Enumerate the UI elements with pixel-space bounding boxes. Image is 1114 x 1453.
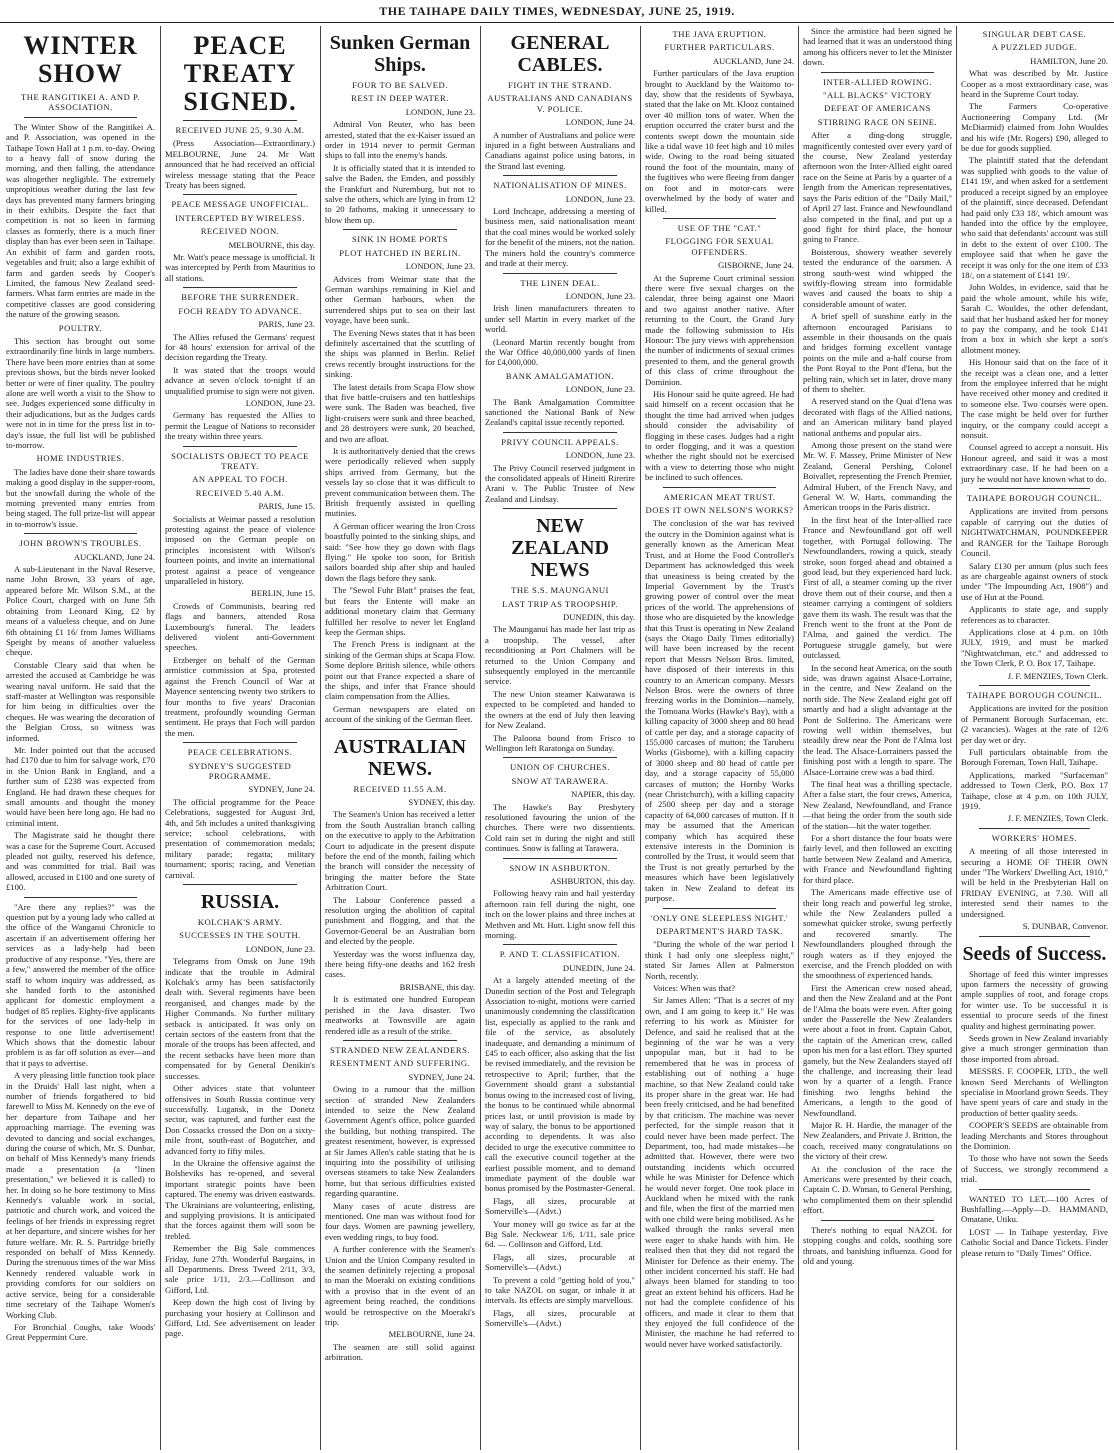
subheading: THE LINEN DEAL. bbox=[520, 277, 600, 288]
subheading: PEACE MESSAGE UNOFFICIAL. bbox=[171, 199, 309, 210]
dateline: S. DUNBAR, Convenor. bbox=[1022, 921, 1108, 932]
subheading: STRANDED NEW ZEALANDERS. bbox=[329, 1044, 471, 1055]
divider bbox=[663, 908, 776, 909]
subheading: THE RANGITIKEI A. AND P. ASSOCIATION. bbox=[21, 92, 140, 113]
paragraph: A number of Australians and police were injured in a fight between Australians and Canadians against police using batons, in the Strand last evening. bbox=[485, 129, 635, 171]
divider bbox=[503, 944, 617, 945]
dateline: PARIS, June 15. bbox=[258, 501, 315, 512]
paragraph: Advices from Weimar state that the German warships remaining in Kiel and other German harbours, when the surrendered ships put to sea on their last voyage, have been sunk. bbox=[325, 273, 475, 326]
divider bbox=[343, 1040, 457, 1041]
divider bbox=[24, 117, 137, 118]
divider bbox=[183, 287, 297, 288]
paragraph: The ladies have done their share towards making a good display in the supper-room, but the snowfall during the whole of the morning prevented many entries from being staged. The full prize-list will appear in to-morrow's issue. bbox=[6, 466, 155, 529]
paragraph: The final heat was a thrilling spectacle. After a false start, the four crews, America, New Zealand, Newfoundland, and France—that being the order from the south side of the station—hit the water together. bbox=[803, 779, 952, 831]
subheading: INTER-ALLIED ROWING. bbox=[823, 76, 932, 87]
paragraph: Crowds of Communists, bearing red flags and banners, attended Rosa Luxembourg's funeral. The leaders delivered violent anti-Government speeches. bbox=[165, 600, 315, 653]
column-3 bbox=[321, 26, 479, 1450]
paragraph: Applicants to state age, and supply references as to character. bbox=[961, 604, 1108, 625]
paragraph: A brief spell of sunshine early in the afternoon encouraged Parisians to assemble in their thousands on the quais and bridges forming excellent vantage points on the mile and a-half course from the Pont Royal to the Pont d'Iena, but the pelting rain, which set in later, drove many of them to shelter. bbox=[803, 311, 952, 394]
paragraph: Mr. Inder pointed out that the accused had £170 due to him for salvage work, £70 in the Union Bank in England, and a further sum of £238 was expected from England. He had drawn these cheques for small amounts and thought the money would have been here long ago. He had no criminal intent. bbox=[6, 744, 155, 828]
divider bbox=[979, 685, 1090, 686]
dateline: LONDON, June 23. bbox=[565, 384, 635, 395]
paragraph: Flags, all sizes, procurable at Somerville's—(Advt.) bbox=[485, 1195, 635, 1217]
subheading: THE JAVA ERUPTION. bbox=[672, 29, 767, 39]
paragraph: The Paloona bound from Frisco to Wellington left Raratonga on Sunday. bbox=[485, 732, 635, 753]
paragraph: After a ding-dong struggle, magnificently contested over every yard of the course, New Zealand yesterday afternoon won the Inter-Allied eight oared race on the Seine at Paris by a quarter of a length from the American representatives, says the Paris edition of the "Daily Mail," of April 27 last. France and Newfoundland also competed in the final, and put up a good fight for third place, the honour going to France. bbox=[803, 130, 952, 245]
subheading: FLOGGING FOR SEXUAL OFFENDERS. bbox=[665, 236, 774, 257]
paragraph: A sub-Lieutenant in the Naval Reserve, name John Brown, 33 years of age, appeared before Mr. Wilson S.M., at the Police Court, charged with on June 5th obtaining from Leonard King, £2 by means of a valueless cheque, and on June 6th obtaining £1 16/ from James Williams Speight by means of another valueless cheque. bbox=[6, 564, 155, 658]
paragraph: Constable Cleary said that when he arrested the accused at Cambridge he was wearing naval uniform. He said that the staff-master at Wellington was responsible for him being in difficulties over the cheques. He was wearing the decoration of the Belgian Cross, so witness was informed. bbox=[6, 659, 155, 743]
headline: NEW ZEALAND NEWS bbox=[511, 515, 609, 582]
column-2 bbox=[161, 26, 319, 1450]
subheading: AN APPEAL TO FOCH. bbox=[192, 474, 288, 485]
divider bbox=[979, 1189, 1090, 1190]
paragraph: Further particulars of the Java eruption brought to Auckland by the Waitomo to-day, show that the residents of Sywbaya, stated that the lake on Mt. Klooz contained over 40 million tons of water. When the eruption occurred the crater burst and the contents swept down the mountain side like a tidal wave 10 feet high and 10 miles wide. Owing to the road being situated round the foot of the mountain, many of the fugitives who were fleeing from danger on foot and in motor-cars were overwhelmed by the body of water and killed. bbox=[645, 68, 794, 214]
divider bbox=[503, 508, 617, 509]
subheading: LAST TRIP AS TROOPSHIP. bbox=[502, 598, 618, 609]
paragraph: (Press Association—Extraordinary.) MELBOURNE, June 24. Mr Watt announced that he had received an official wireless message stating that the Peace Treaty has been signed. bbox=[165, 138, 315, 191]
divider bbox=[24, 533, 137, 534]
paragraph: Yesterday was the worst influenza day, there being fifty-one deaths and 162 fresh cases. bbox=[325, 948, 475, 980]
paragraph: Flags, all sizes, procurable at Somerville's—(Advt.) bbox=[485, 1307, 635, 1329]
paragraph: It is authoritatively denied that the crews were periodically relieved when supply ships arrived from Germany, but the vessels lay so close that it was difficult to prevent communication between them. The British frequently assisted in quelling mutinies. bbox=[325, 446, 475, 519]
paragraph: To prevent a cold "getting hold of you," to take NAZOL on sugar, or inhale it at intervals. Its effects are simply marvellous. bbox=[485, 1274, 635, 1306]
headline: RUSSIA. bbox=[200, 891, 280, 913]
paragraph: The Labour Conference passed a resolution urging the abolition of capital punishment and flogging, and that the Governor-General be an Australian born and elected by the people. bbox=[325, 894, 475, 947]
subheading: RECEIVED 5.40 A.M. bbox=[195, 487, 285, 498]
paragraph: It is officially stated that it is intended to salve the Baden, the Emden, and possibly the Frankfurt and Nuremburg, but not to salve the others, which are lying in from 12 to 20 fathoms, making it unnecessary to blow them up. bbox=[325, 162, 475, 225]
paragraph: Remember the Big Sale commences Friday, June 27th. Wonderful Bargains, in all Departments. Dress Tweed 2/11, 3/3, sale price 1/11, 2/3.—Collinson and Gifford, Ltd. bbox=[165, 1243, 315, 1295]
column-7 bbox=[957, 26, 1112, 1450]
headline: GENERAL CABLES. bbox=[510, 32, 610, 76]
subheading: INTERCEPTED BY WIRELESS. bbox=[175, 212, 305, 223]
paragraph: COOPER'S SEEDS are obtainable from leading Merchants and Stores throughout the Dominion. bbox=[961, 1120, 1108, 1151]
dateline: LONDON, June 23. bbox=[245, 397, 315, 408]
divider bbox=[343, 229, 457, 230]
divider bbox=[979, 488, 1090, 489]
subheading: 'ONLY ONE SLEEPLESS NIGHT.' bbox=[651, 912, 788, 923]
paragraph: A reserved stand on the Quai d'Iena was decorated with flags of the Allied nations, and an American military band played national anthems and popular airs. bbox=[803, 396, 952, 438]
subheading: WORKERS' HOMES. bbox=[991, 832, 1078, 843]
dateline: MELBOURNE, this day. bbox=[228, 239, 315, 250]
paragraph: The Magistrate said he thought there was a case for the Supreme Court. Accused pleaded not guilty, reserved his defence, and was committed for trial. Bail was allowed, accused in £100 and one surety of £100. bbox=[6, 830, 155, 893]
paragraph: To those who have not sown the Seeds of Success, we strongly recommend a trial. bbox=[961, 1153, 1108, 1185]
dateline: SYDNEY, June 24. bbox=[248, 784, 315, 795]
subheading: BANK AMALGAMATION. bbox=[505, 370, 615, 381]
paragraph: For Bronchial Coughs, take Woods' Great Peppermint Cure. bbox=[6, 1321, 155, 1343]
dateline: AUCKLAND, June 24. bbox=[712, 55, 794, 66]
dateline: BRISBANE, this day. bbox=[399, 981, 475, 992]
paragraph: Mr. Watt's peace message is unofficial. It was intercepted by Perth from Mauritius to all stations. bbox=[165, 252, 315, 283]
paragraph: The Privy Council reserved judgment in the consolidated appeals of Hineiti Rirerire Arani v. The Public Trustee of New Zealand and Lindsay. bbox=[485, 462, 635, 504]
paragraph: Keep down the high cost of living by purchasing your hosiery at Collinson and Gifford, Ltd. See advertisement on leader page. bbox=[165, 1297, 315, 1339]
subheading: SUCCESSES IN THE SOUTH. bbox=[179, 930, 301, 941]
paragraph: First the American crew nosed ahead, and then the New Zealand and at the Pont de l'Alma the boats were even. After going under the Passerelle the New Zealanders were about a foot in front. Captain Cabot, the captain of the American crew, called upon his men for a last effort. They spurted gamely, but the New Zealanders stayed off the challenge, and increasing their lead won by a quarter of a length. France finishing two lengths behind the Americans, a length to the good of Newfoundland. bbox=[803, 982, 952, 1118]
subheading: A PUZZLED JUDGE. bbox=[991, 42, 1078, 53]
subheading: DEPARTMENT'S HARD TASK. bbox=[656, 925, 783, 936]
paragraph: Following heavy rain and hail yesterday afternoon rain fell during the night, one inch on the lower plains and three inches at Methven and Mt. Hutt. Light snow fell this morning. bbox=[485, 888, 635, 940]
subheading: NATIONALISATION OF MINES. bbox=[493, 180, 627, 191]
subheading: UNION OF CHURCHES. bbox=[510, 762, 610, 773]
dateline: LONDON, June 23. bbox=[405, 106, 475, 117]
paragraph: Full particulars obtainable from the Borough Foreman, Town Hall, Taihape. bbox=[961, 747, 1108, 768]
divider bbox=[503, 432, 617, 433]
divider bbox=[663, 218, 776, 219]
divider bbox=[183, 194, 297, 195]
paragraph: Among those present on the stand were Mr. W. F. Massey, Prime Minister of New Zealand, General Pershing, Colonel Boivallet, representing the French Premier, Admiral Hubert, of the French Navy, and General W. W. Harts, commanding the American troops in the Paris district. bbox=[803, 440, 952, 513]
subheading: SNOW AT TARAWERA. bbox=[511, 775, 609, 786]
divider bbox=[503, 858, 617, 859]
subheading: SOCIALISTS OBJECT TO PEACE TREATY. bbox=[171, 450, 309, 471]
divider bbox=[821, 72, 934, 73]
subheading: PRIVY COUNCIL APPEALS. bbox=[501, 436, 619, 447]
paragraph: In the second heat America, on the south side, was drawn against Alsace-Lorraine, in the centre, and New Zealand on the north side. The New Zealand eight got off smartly and had a slight advantage at the Pont de Solferino. The Americans were rowing well within themselves, but steadily drew near the Pont de l'Alma lost the lead. The Alsace-Lorrainers passed the finishing post with a length to spare. The Alsace-Lorraine crew was a bad third. bbox=[803, 662, 952, 777]
dateline: PARIS, June 23. bbox=[258, 319, 315, 330]
paragraph: This section has brought out some extraordinarily fine birds in large numbers. There have been more entries than at some previous shows, but the birds never looked better or were of finer quality. The poultry alone are well worth a visit to the Show to see. Judges experienced some difficulty in their adjudications, but as the Judges cards were not in in time for the press list in to-day's issue, the full list will be published to-morrow. bbox=[6, 335, 155, 450]
paragraph: "Are there any replies?" was the question put by a young lady who called at the office of the Wanganui Chronicle to ascertain if an advertisement offering her services as a lady-help had been productive of any response. "Yes, there are a few," answered the member of the office staff to whom inquiry was addressed, as she handed forth to the astonished applicant for domestic employment a budget of 85 replies. Eighty-five applicants for the services of one lady-help in response to one little advertisement! Which shows that the domestic labour problem is as far off solution as ever—and that it pays to advertise. bbox=[6, 901, 155, 1068]
dateline: NAPIER, this day. bbox=[571, 789, 635, 800]
paragraph: There's nothing to equal NAZOL for stopping coughs and colds, soothing sore throats, and banishing influenza. Good for old and young. bbox=[803, 1224, 952, 1266]
subheading: USE OF THE "CAT." bbox=[677, 222, 762, 233]
paragraph: Admiral Von Reuter, who has been arrested, stated that the ex-Kaiser issued an order in 1914 never to permit German ships to fall into the enemy's hands. bbox=[325, 119, 475, 161]
paragraph: Socialists at Weimar passed a resolution protesting against the peace of violence imposed on the German people on principles inconsistent with Wilson's fourteen points, and invite an international protest against a peace of vengeance unparalleled in history. bbox=[165, 513, 315, 587]
subheading: SINK IN HOME PORTS bbox=[351, 234, 449, 245]
subheading: DEFEAT OF AMERICANS bbox=[824, 103, 931, 114]
dateline: HAMILTON, June 20. bbox=[1030, 55, 1108, 66]
paragraph: For a short distance the four boats were fairly level, and then followed an exciting battle between New Zealand and America, with France and Newfoundland fighting for third place. bbox=[803, 833, 952, 885]
subheading: RESENTMENT AND SUFFERING. bbox=[329, 1058, 471, 1069]
paragraph: At a largely attended meeting of the Dunedin section of the Post and Telegraph Association to-night, motions were carried unanimously condemning the classification list, especially as applied to the rank and file of the service, as absolutely inadequate, and demanding a minimum of £45 to each officer, also asking that the list be revised immediately, and the revision be retrospective to April; further, that the Government should grant a substantial bonus owing to the increased cost of living, the bonus to be continued while abnormal prices last, or until provision is made by way of salary, the bonus to be apportioned according to dependents. It was also decided to urge the executive committee to call the executive council together at the earliest possible moment, and to demand immediate payment of the double war bonus promised by the Postmaster-General. bbox=[485, 975, 635, 1194]
dateline: J. F. MENZIES, Town Clerk. bbox=[1007, 670, 1108, 681]
paragraph: Flags, all sizes, procurable at Somerville's—(Advt.) bbox=[485, 1251, 635, 1273]
subheading: BEFORE THE SURRENDER. bbox=[181, 292, 299, 303]
paragraph: His Honour said he quite agreed. He had said himself on a recent occasion that he thought the time had arrived when judges should consider the advisability of flogging in these cases. Judges had a right to order flogging, and it was a question whether the right should not be exercised with a view to deterring those who might be inclined to such offences. bbox=[645, 389, 794, 483]
paragraph: At the conclusion of the race the Americans were presented by their coach, Captain C. D. Wiman, to General Pershing, who complimented them on their splendid effort. bbox=[803, 1163, 952, 1216]
paragraph: A further conference with the Seamen's Union and the Union Company resulted in the seamen definitely rejecting a proposal to man the Moeraki on existing conditions with a proviso that in the event of an agreement being reached, the conditions would be retrospective on the Moeraki's trip. bbox=[325, 1244, 475, 1328]
divider bbox=[183, 446, 297, 447]
divider bbox=[979, 936, 1090, 937]
paragraph: The latest details from Scapa Flow show that five battle-cruisers and ten battleships were sunk. The Baden was beached, five light-cruisers were sunk and three beached, and 28 destroyers were sunk, 20 beached, and two are afloat. bbox=[325, 381, 475, 444]
paragraph: Many cases of acute distress are mentioned. One man was without food for four days. Women are pawning jewellery, even wedding rings, to buy food. bbox=[325, 1200, 475, 1242]
dateline: LONDON, June 23. bbox=[405, 261, 475, 272]
paragraph: A meeting of all those interested in securing a HOME OF THEIR OWN under "The Workers' Dwelling Act, 1910," will be held in the Presbyterian Hall on FRIDAY EVENING, at 7.30. Will all interested send their names to the undersigned. bbox=[961, 846, 1108, 919]
divider bbox=[663, 487, 776, 488]
subheading: SNOW IN ASHBURTON. bbox=[509, 862, 611, 873]
paragraph: MESSRS. F. COOPER, LTD., the well known Seed Merchants of Wellington specialise in Moorland grown Seeds. They have spent years of care and study in the production of better quality seeds. bbox=[961, 1066, 1108, 1118]
dateline: ASHBURTON, this day. bbox=[550, 875, 635, 886]
subheading: FURTHER PARTICULARS. bbox=[664, 42, 775, 53]
paragraph: At the Supreme Court criminal session there were five sexual charges on the calendar, three being against one Maori and two against another native. After returning to the Court, the Grand Jury made the following submission to His Honour: The jury views with apprehension the number of indictments of sexual crimes presented to them, and the general growth of this class of crime throughout the Dominion. bbox=[645, 272, 794, 387]
subheading: HOME INDUSTRIES. bbox=[36, 453, 125, 464]
divider bbox=[503, 273, 617, 274]
paragraph: Lord Inchcape, addressing a meeting of business men, said nationalisation meant that the coal mines would be worked solely for the benefit of the miners, not the nation. The miners hold the country's commerce and trade at their mercy. bbox=[485, 206, 635, 269]
paragraph: Germany has requested the Allies to permit the League of Nations to reconsider the treaty within three years. bbox=[165, 410, 315, 442]
dateline: LONDON, June 24. bbox=[565, 117, 635, 128]
paragraph: The French Press is indignant at the sinking of the German ships at Scapa Flow. Some deplore British silence, while others point out that France expected a share of the ships, and infer that France should claim compensation from the Allies. bbox=[325, 639, 475, 702]
divider bbox=[979, 828, 1090, 829]
column-5 bbox=[641, 26, 798, 1450]
paragraph: Erzberger on behalf of the German armistice commission at Spa, protested against the French Council of War at Mayence sentencing twenty two strikers to four months to five years' Draconian treatment, profoundly wounding German sentiment. He prays that Foch will pardon the men. bbox=[165, 654, 315, 738]
paragraph: The Evening News states that it has been definitely ascertained that the scuttling of the ships was planned in Berlin. Relief crews recently brought instructions for the sinking. bbox=[325, 327, 475, 380]
paragraph: Major R. H. Hardie, the manager of the New Zealanders, and Private J. Britton, the coach, received many congratulations on the victory of their crew. bbox=[803, 1120, 952, 1162]
paragraph: "During the whole of the war period I think I had only one sleepless night," stated Sir James Allen at Palmerston North, recently. bbox=[645, 939, 794, 981]
subheading: POULTRY. bbox=[58, 322, 103, 333]
subheading: "ALL BLACKS" VICTORY bbox=[822, 90, 932, 101]
subheading: FIGHT IN THE STRAND. bbox=[508, 80, 612, 90]
dateline: BERLIN, June 15. bbox=[251, 588, 315, 599]
dateline: GISBORNE, June 24. bbox=[718, 260, 794, 271]
column-1 bbox=[2, 26, 159, 1450]
paragraph: The Maunganui has made her last trip as a troopship. The vessel, after reconditioning at Port Chalmers will be returned to the Union Company and subsequently employed in the mercantile service. bbox=[485, 624, 635, 687]
paragraph: The plaintiff stated that the defendant was supplied with goods to the value of £141 19/, and when asked for a settlement produced a receipt signed by an employee of the plaintiff, since deceased. Defendant had paid only £33 18/, which amount was handed into the office by the employee, who said that defendants' account was still in debt to the extent of over £100. The employee said that when he gave the receipt it was only for the one item of £33 18/, on a statement of £141 19/. bbox=[961, 155, 1108, 280]
paragraph: The Allies refused the Germans' request for 48 hours' extension for arrival of the decision regarding the Treaty. bbox=[165, 331, 315, 363]
subheading: SINGULAR DEBT CASE. bbox=[982, 29, 1087, 39]
subheading: FOCH READY TO ADVANCE. bbox=[178, 305, 302, 316]
dateline: LONDON, June 23. bbox=[565, 290, 635, 301]
paragraph: Irish linen manufacturers threaten to under sell Martin in every market of the world. bbox=[485, 303, 635, 335]
paragraph: In the first heat of the Inter-allied race France and Newfoundland got off well together, with Portugal following. The Newfoundlanders, rowing a quick, steady stroke, soon forged ahead and obtained a good lead, but they experienced hard luck. First of all, a steamer coming up the river drove them out of their course, and then a steamer carrying a contingent of soldiers gave them its wash. The result was that the French went to the front at the Pont de l'Alma, and gained the verdict. The Portuguese struggle gamely, but were outclassed. bbox=[803, 514, 952, 661]
subheading: THE S.S. MAUNGANUI bbox=[511, 585, 609, 596]
subheading: RECEIVED NOON. bbox=[200, 226, 280, 237]
divider bbox=[503, 175, 617, 176]
paragraph: The new Union steamer Kaiwarawa is expected to be completed and handed to the owners at the end of July then leaving for New Zealand. bbox=[485, 688, 635, 731]
divider bbox=[24, 897, 137, 898]
paragraph: His Honour said that on the face of it the receipt was a clean one, and a letter from the employee inferred that he might have received other money and credited it to someone else. Two courses were open. The case might be held over for further inquiry, or the company could accept a nonsuit. bbox=[961, 357, 1108, 441]
divider bbox=[343, 729, 457, 730]
paragraph: Sir James Allen: "That is a secret of my own, and I am going to keep it." He was referring to his work as Minister for Defence, and said he realised that at the beginning of the war he was a very unpopular man, but it had to be remembered that he was in process of establishing out of nothing a huge machine, so that New Zealand could take its proper share in the great war. He had been freely criticised, and he had benefited by that criticism. The machine was never perfected, for the simple reason that it could never have been made perfect. The Department, too, had made mistakes—he admitted that. However, there were two outstanding incidents which occurred while he was Minister for Defence which he would never forget. One took place in Auckland when he mixed with the rank and file, when the first of the married men with one child were being mobilised. As he walked through the ranks several men were eager to shake hands with him. He realised then that they did not regard the Minister for Defence as their enemy. The other incident concerned his staff. He had always been blamed for standing to too great an extent behind his officers. Had he not had the complete confidence of his officers, and made it clear to them that they enjoyed the full confidence of the Minister, the machine he had referred to would never have worked satisfactorily. bbox=[645, 995, 794, 1349]
paragraph: In the Ukraine the offensive against the Bolsheviks has re-opened, and several important strategic points have been captured. The enemy was driven eastwards. The Ukrainians are volunteering, enlisting, and supplying provisions. It is anticipated that the forces against them will soon be trebled. bbox=[165, 1157, 315, 1241]
subheading: PLOT HATCHED IN BERLIN. bbox=[339, 247, 461, 258]
dateline: DUNEDIN, June 24. bbox=[562, 962, 635, 973]
divider bbox=[183, 120, 297, 121]
paragraph: Since the armistice had been signed he had learned that it was an understood thing among his officers never to let the Minister down. bbox=[803, 26, 952, 68]
headline: WINTER SHOW bbox=[23, 31, 138, 88]
paragraph: Other advices state that volunteer offensives in South Russia continue very successfully. Lugansk, in the Donetz sector, was captured, and further east the Don Cossacks crossed the Don on a sixty-mile front, south-east of Bogutcher, and advanced forty to fifty miles. bbox=[165, 1083, 315, 1156]
masthead: THE TAIHAPE DAILY TIMES, WEDNESDAY, JUNE 25, 1919. bbox=[0, 0, 1114, 23]
paragraph: Voices: When was that? bbox=[653, 982, 736, 993]
column-6 bbox=[799, 26, 956, 1450]
subheading: AUSTRALIANS AND CANADIANS V. POLICE. bbox=[487, 93, 633, 114]
paragraph: Shortage of feed this winter impresses upon farmers the necessity of growing ample supplies of root, and forage crops for winter use. To be successful it is essential to procure seeds of the finest quality and highest germinating power. bbox=[961, 968, 1108, 1031]
dateline: J. F. MENZIES, Town Clerk. bbox=[1007, 813, 1108, 824]
paragraph: Boisterous, showery weather severely tested the endurance of the oarsmen. A strong south-west wind whipped the swiftly-flowing stream into formidable waves and caused the boats to ship a considerable amount of water. bbox=[803, 246, 952, 309]
dateline: MELBOURNE, June 24. bbox=[388, 1329, 475, 1340]
paragraph: What was described by Mr. Justice Cooper as a most extraordinary case, was heard in the Supreme Court today. bbox=[961, 68, 1108, 100]
headline: PEACE TREATY SIGNED. bbox=[183, 31, 297, 116]
paragraph: Your money will go twice as far at the Big Sale. Neckwear 1/6, 1/11, sale price 6d. — Collinson and Gifford, Ltd. bbox=[485, 1218, 635, 1250]
paragraph: Counsel agreed to accept a nonsuit. His Honour agreed, and said it was a most extraordinary case. If he had been on a jury he would not have known what to do. bbox=[961, 442, 1108, 484]
subheading: SYDNEY'S SUGGESTED PROGRAMME. bbox=[188, 760, 292, 781]
paragraph: (Leonard Martin recently bought from the War Office 40,000,000 yards of linen for £4,000,000. bbox=[485, 336, 635, 368]
headline: Seeds of Success. bbox=[962, 942, 1107, 965]
paragraph: The conclusion of the war has revived the outcry in the Dominion against what is generally known as the American Meat Trust, and at Home the Food Controller's Department has acknowledged this week that uneasiness is being created by the Imperial Government by the Trust's growing power of control over the meat prices of the world. The apprehensions of those who are disquieted by the knowledge that this Trust is operating in New Zealand (says the Otago Daily Times editorially) will have been increased by the recent report that Messrs Nelson Bros. limited, have disposed of their interests in this country to an American company. Messrs Nelson Bros. were the owners of three freezing works in the Dominion—namely, the Tomoana Works (Hawke's Bay), with a killing capacity of 3000 sheep and 80 head of cattle per day, and a storage capacity of 155,000 carcases of mutton; the Taruheru Works (Gisborne), with a killing capacity of 3000 sheep and 80 head of cattle per day, and a storage capacity of 55,000 carcases of mutton; the Hornby Works (near Christchurch), with a killing capacity of 2500 sheep per day and a storage capacity of 64,000 carcases of mutton. If it may be assumed that the American company which has acquired these extensive interests in the Dominion is controlled by the Trust, it would seem that the Trust is not greatly perturbed by the measures which have been legislatively taken in New Zealand to defeat its purpose. bbox=[645, 518, 794, 904]
subheading: JOHN BROWN'S TROUBLES. bbox=[19, 538, 142, 549]
subheading: PEACE CELEBRATIONS. bbox=[187, 747, 293, 758]
paragraph: WANTED TO LET.—100 Acres of Bushfalling.—Apply—D. HAMMAND, Omatane, Utiku. bbox=[961, 1193, 1108, 1225]
subheading: TAIHAPE BOROUGH COUNCIL. bbox=[966, 689, 1103, 700]
dateline: SYDNEY, June 24. bbox=[408, 1071, 475, 1082]
paragraph: It is estimated one hundred European perished in the Java disaster. Two meatworks at Townsville are again rendered idle as a result of the strike. bbox=[325, 994, 475, 1036]
subheading: AMERICAN MEAT TRUST. bbox=[663, 491, 776, 502]
paragraph: The Hawke's Bay Presbytery resolutioned favouring the union of the churches. There were two dissentients. Cold rain set in during the night and still continues. Snow is falling at Tarawera. bbox=[485, 801, 635, 854]
paragraph: It was stated that the troops would advance at seven o'clock to-night if an unqualified promise to sign were not given. bbox=[165, 364, 315, 396]
paragraph: John Woldes, in evidence, said that he paid the whole amount, while his wife, Sarah C. Wouldes, the other defendant, said that her husband asked her for money to pay the company, and he took £141 from a box in which she kept a son's allotment money. bbox=[961, 282, 1108, 355]
subheading: STIRRING RACE ON SEINE. bbox=[817, 116, 938, 127]
paragraph: Salary £130 per annum (plus such fees as are chargeable against owners of stock under "The Impounding Act, 1908") and use of Hut at the Pound. bbox=[961, 560, 1108, 602]
dateline: LONDON, June 23. bbox=[565, 193, 635, 204]
paragraph: Seeds grown in New Zealand invariably give a much stronger germination than those imported from abroad. bbox=[961, 1032, 1108, 1064]
subheading: FOUR TO BE SALVED. bbox=[352, 80, 448, 90]
dateline: SYDNEY, this day. bbox=[408, 796, 475, 807]
divider bbox=[183, 742, 297, 743]
paragraph: Owing to a rumour that the million section of stranded New Zealanders intended to seize the New Zealand Government Agent's office, police guarded the building, but nothing transpired. The greatest resentment, however, is expressed at Sir James Allen's cable stating that he is inquiring into the possibility of utilising overseas steamers to take New Zealanders home, but that serious difficulties existed regarding quarantine. bbox=[325, 1084, 475, 1199]
paragraph: The Winter Show of the Rangitikei A. and P. Association, was opened in the Taihape Town Hall at 1 p.m. to-day. Owing to a heavy fall of snow during the morning, and then falling, the attendance was altogether negligible. The extremely unpropitious weather during the last few days has prevented many farmers bringing in their exhibits. Despite the fact that competition is not so keen in farming classes as formerly, there is a much finer display than has ever been seen in Taihape. An exhibit of farm and garden roots, vegetables and fruit; also a large exhibit of farm and garden seeds by Cooper's Limited, the famous New Zealand seed-farmers. What farm entries are made in the competitive classes are good considering the nature of the growing season. bbox=[6, 121, 155, 320]
dateline: DUNEDIN, this day. bbox=[562, 612, 635, 623]
subheading: DOES IT OWN NELSON'S WORKS? bbox=[645, 505, 794, 516]
paragraph: A German officer wearing the Iron Cross boastfully pointed to the sinking ships, and said: "See how they go down with flags flying." He spoke too soon, for British sailors boarded ship after ship and hauled down the flags before they sank. bbox=[325, 520, 475, 583]
subheading: TAIHAPE BOROUGH COUNCIL. bbox=[966, 493, 1103, 504]
subheading: KOLCHAK'S ARMY. bbox=[197, 917, 283, 927]
paragraph: German newspapers are elated on account of the sinking of the German fleet. bbox=[325, 703, 475, 725]
subheading: P. AND T. CLASSIFICATION. bbox=[499, 949, 621, 960]
subheading: RECEIVED 11.55 A.M. bbox=[353, 783, 447, 794]
paragraph: Applications, marked "Surfaceman" addressed to Town Clerk, P.O. Box 17 Taihape, close at 4 p.m. on 10th JULY, 1919. bbox=[961, 769, 1108, 812]
headline: AUSTRALIAN NEWS. bbox=[333, 735, 467, 780]
paragraph: The Seamen's Union has received a letter from the South Australian branch calling on the executive to apply to the Arbitration Court to adjudicate in the present dispute before the end of the month, failing which the branch will consider the necessity of bringing the matter before the State Arbitration Court. bbox=[325, 809, 475, 893]
dateline: AUCKLAND, June 24. bbox=[73, 551, 155, 562]
paragraph: Applications are invited from persons capable of carrying out the duties of NIGHTWATCHMAN, POUNDKEEPER and RANGER for the Taihape Borough Council. bbox=[961, 506, 1108, 559]
dateline: LONDON, June 23. bbox=[565, 450, 635, 461]
paragraph: Applications close at 4 p.m. on 10th JULY, 1919, and must be marked "Nightwatchman, etc." and addressed to the Town Clerk, P. O. Box 17, Taihape. bbox=[961, 626, 1108, 669]
paragraph: LOST — In Taihape yesterday, Five Catholic Social and Dance Tickets. Finder please return to "Daily Times" Office. bbox=[961, 1226, 1108, 1258]
paragraph: A very pleasing little function took place in the Druids' Hall last night, when a number of friends forgathered to bid farewell to Miss M. Kennedy on the eve of her departure from Taihape and her approaching marriage. The evening was devoted to dancing and social exchanges, during the course of which, Mr. S. Dunbar, on behalf of Miss Kennedy's many friends made a presentation (a "linen presentation," we believed it is called) to her. In doing so he bore testimony to Miss Kennedy's valuable work in social, patriotic and church work, and voiced the feelings of her friends in expressing regret at her departure, and sincere wishes for her future welfare. Mr. R. S. Partridge briefly responded on behalf of Miss Kennedy. During the strenuous times of the war Miss Kennedy rendered valuable work in providing comforts for our soldiers on active service, being for a considerable time secretary of the Taihape Women's Working Club. bbox=[6, 1070, 155, 1320]
column-4 bbox=[481, 26, 639, 1450]
paragraph: The "Sewol Fuhr Blatt" praises the feat, but fears the Entente will make an additional monetary claim that Germany fulfilled her resolve to never let England keep the German ships. bbox=[325, 585, 475, 637]
subheading: REST IN DEEP WATER. bbox=[351, 93, 449, 104]
paragraph: Telegrams from Omsk on June 19th indicate that the trouble in Admiral Kolchak's army has been satisfactorily dealt with. Several regiments have been reorganised, and changes made by the Higher Commands. No further military setback is anticipated. It was only on certain sectors of the eastern front that the morale of the troops has been affected, and the recent setbacks have been more than compensated for by General Denikin's successes. bbox=[165, 956, 315, 1081]
dateline: LONDON, June 23. bbox=[245, 943, 315, 954]
headline: Sunken German Ships. bbox=[329, 32, 471, 76]
divider bbox=[503, 757, 617, 758]
paragraph: The Bank Amalgamation Committee sanctioned the National Bank of New Zealand's capital issue recently reported. bbox=[485, 396, 635, 428]
subheading: RECEIVED JUNE 25, 9.30 A.M. bbox=[175, 125, 305, 135]
divider bbox=[821, 1220, 934, 1221]
paragraph: The official programme for the Peace Celebrations, suggested for August 3rd, 4th, and 5th includes a united thanksgiving service; school celebrations, with presentation of commemoration medals; military parade; regatta; military tournament; sports; racing, and Venetian carnival. bbox=[165, 796, 315, 880]
paragraph: The Americans made effective use of their long reach and powerful leg stroke, while the New Zealanders pulled a somewhat quicker stroke, swung perfectly and recovered smartly. The Newfoundlanders ploughed through the rough waters as if they enjoyed the exercise, and the French plodded on with the smoothness of experienced hands. bbox=[803, 887, 952, 981]
paragraph: Applications are invited for the position of Permanent Borough Surfaceman, etc. (2 vacancies). Wages at the rate of 12/6 per day wet or dry. bbox=[961, 703, 1108, 745]
divider bbox=[183, 884, 297, 885]
paragraph: The Farmers Co-operative Auctioneering Company Ltd. (Mr McDiarmid) claimed from John Wouldes and his wife (Mr. Rogers) £90, alleged to be due for goods supplied. bbox=[961, 101, 1108, 154]
paragraph: The seamen are still solid against arbitration. bbox=[325, 1341, 475, 1363]
